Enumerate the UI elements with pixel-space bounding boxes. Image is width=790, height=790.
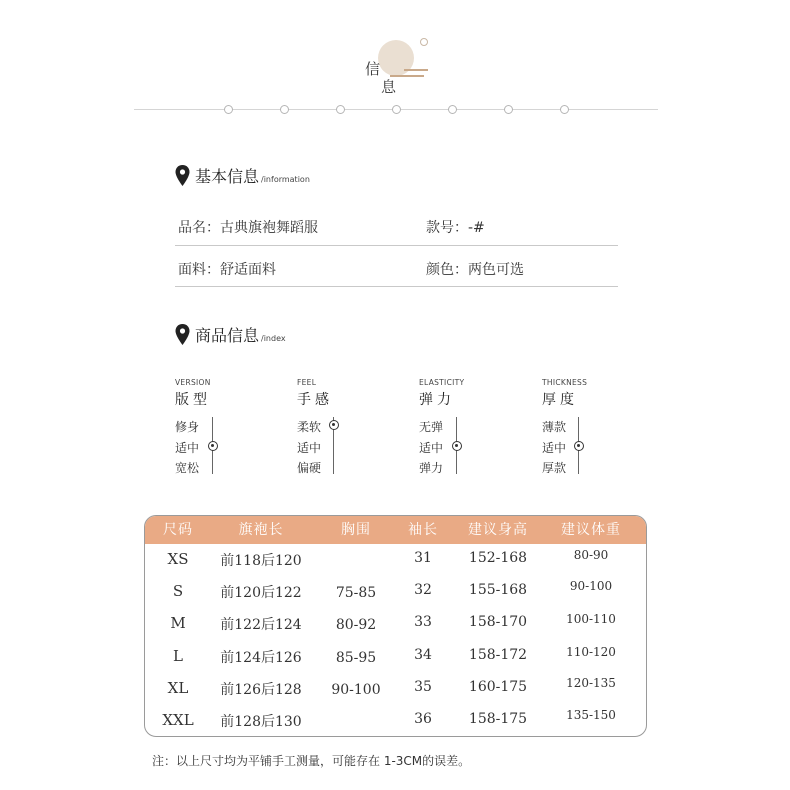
timeline-dot <box>224 105 233 114</box>
basic-info-heading <box>175 163 310 187</box>
attribute-header <box>542 378 652 409</box>
table-cell: 31 <box>414 550 432 566</box>
table-cell: M <box>170 614 186 632</box>
column-header: 旗袍长 <box>238 522 284 538</box>
table-cell: 120-135 <box>566 676 616 690</box>
column-header: 建议体重 <box>561 522 621 538</box>
attribute-cn-label: 版型 <box>175 392 211 408</box>
attribute-cn-label: 弹力 <box>419 392 455 408</box>
table-cell: 160-175 <box>468 679 528 695</box>
attribute-option: 柔软 <box>297 420 322 434</box>
timeline-dot <box>448 105 457 114</box>
table-cell: 100-110 <box>566 612 616 626</box>
attribute-option: 厚款 <box>542 461 567 475</box>
column-header: 尺码 <box>163 522 193 538</box>
header-char: 息 <box>381 78 397 96</box>
attribute-en-label: VERSION <box>175 378 211 387</box>
product-info-heading <box>175 322 286 346</box>
header-char: 信 <box>365 60 381 78</box>
section-subtitle: /index <box>261 334 286 343</box>
selected-marker-icon <box>574 441 584 451</box>
table-cell: 80-92 <box>335 617 377 633</box>
attribute-option: 适中 <box>175 441 200 455</box>
column-header: 胸围 <box>341 522 371 538</box>
table-cell: 155-168 <box>468 582 528 598</box>
attribute-en-label: THICKNESS <box>542 378 588 387</box>
table-cell: 前128后130 <box>220 714 302 730</box>
attribute-option: 薄款 <box>542 420 567 434</box>
attribute-header <box>175 378 285 409</box>
table-cell: L <box>173 647 183 665</box>
timeline-dot <box>560 105 569 114</box>
color: 颜色：两色可选 <box>426 262 524 278</box>
cloud-line <box>404 69 428 71</box>
product-name: 品名：古典旗袍舞蹈服 <box>178 220 318 236</box>
table-cell: 前124后126 <box>220 650 302 666</box>
table-cell: 36 <box>414 711 432 727</box>
timeline-dot <box>504 105 513 114</box>
attribute-cn-label: 厚度 <box>542 392 578 408</box>
table-cell: XS <box>167 550 189 568</box>
table-cell: 33 <box>414 614 432 630</box>
moon-decoration <box>420 38 428 46</box>
column-header: 建议身高 <box>468 522 528 538</box>
table-cell: 135-150 <box>566 708 616 722</box>
table-cell: 75-85 <box>335 585 377 601</box>
table-cell: 前118后120 <box>220 553 302 569</box>
table-cell: XL <box>167 679 189 697</box>
attribute-option: 适中 <box>419 441 444 455</box>
table-cell: 前120后122 <box>220 585 302 601</box>
location-pin-icon <box>175 324 190 346</box>
table-cell: 前122后124 <box>220 617 302 633</box>
attribute-option: 修身 <box>175 420 200 434</box>
table-cell: 90-100 <box>331 682 381 698</box>
table-cell: 158-175 <box>468 711 528 727</box>
size-table <box>144 515 647 737</box>
column-header: 袖长 <box>408 522 438 538</box>
selected-marker-icon <box>452 441 462 451</box>
section-title: 基本信息 <box>195 167 260 186</box>
divider <box>175 286 618 287</box>
attribute-option: 适中 <box>542 441 567 455</box>
timeline-dot <box>392 105 401 114</box>
table-cell: 110-120 <box>566 645 616 659</box>
table-cell: 80-90 <box>573 548 609 562</box>
table-cell: S <box>172 582 184 600</box>
table-cell: 34 <box>414 647 432 663</box>
attribute-option: 偏硬 <box>297 461 322 475</box>
attribute-header <box>297 378 407 409</box>
selected-marker-icon <box>329 420 339 430</box>
table-header <box>145 516 647 544</box>
table-cell: 158-172 <box>468 647 528 663</box>
timeline-dot <box>336 105 345 114</box>
attribute-option: 宽松 <box>175 461 200 475</box>
table-cell: 85-95 <box>335 650 377 666</box>
attribute-cn-label: 手感 <box>297 392 333 408</box>
fabric: 面料：舒适面料 <box>178 262 276 278</box>
section-subtitle: /information <box>261 175 310 184</box>
location-pin-icon <box>175 165 190 187</box>
table-cell: 35 <box>414 679 432 695</box>
section-title: 商品信息 <box>195 326 260 345</box>
table-cell: 152-168 <box>468 550 528 566</box>
style-number: 款号：-# <box>426 220 485 236</box>
attribute-header <box>419 378 529 409</box>
table-cell: 前126后128 <box>220 682 302 698</box>
divider <box>175 245 618 246</box>
attribute-en-label: FEEL <box>297 378 317 387</box>
table-cell: 158-170 <box>468 614 528 630</box>
attribute-option: 弹力 <box>419 461 444 475</box>
selected-marker-icon <box>208 441 218 451</box>
timeline-dot <box>280 105 289 114</box>
table-cell: 32 <box>414 582 432 598</box>
attribute-en-label: ELASTICITY <box>419 378 465 387</box>
measurement-note: 注：以上尺寸均为平铺手工测量，可能存在 1-3CM的误差。 <box>152 754 471 768</box>
table-cell: 90-100 <box>569 579 613 593</box>
attribute-option: 无弹 <box>419 420 444 434</box>
table-cell: XXL <box>162 711 194 729</box>
attribute-option: 适中 <box>297 441 322 455</box>
